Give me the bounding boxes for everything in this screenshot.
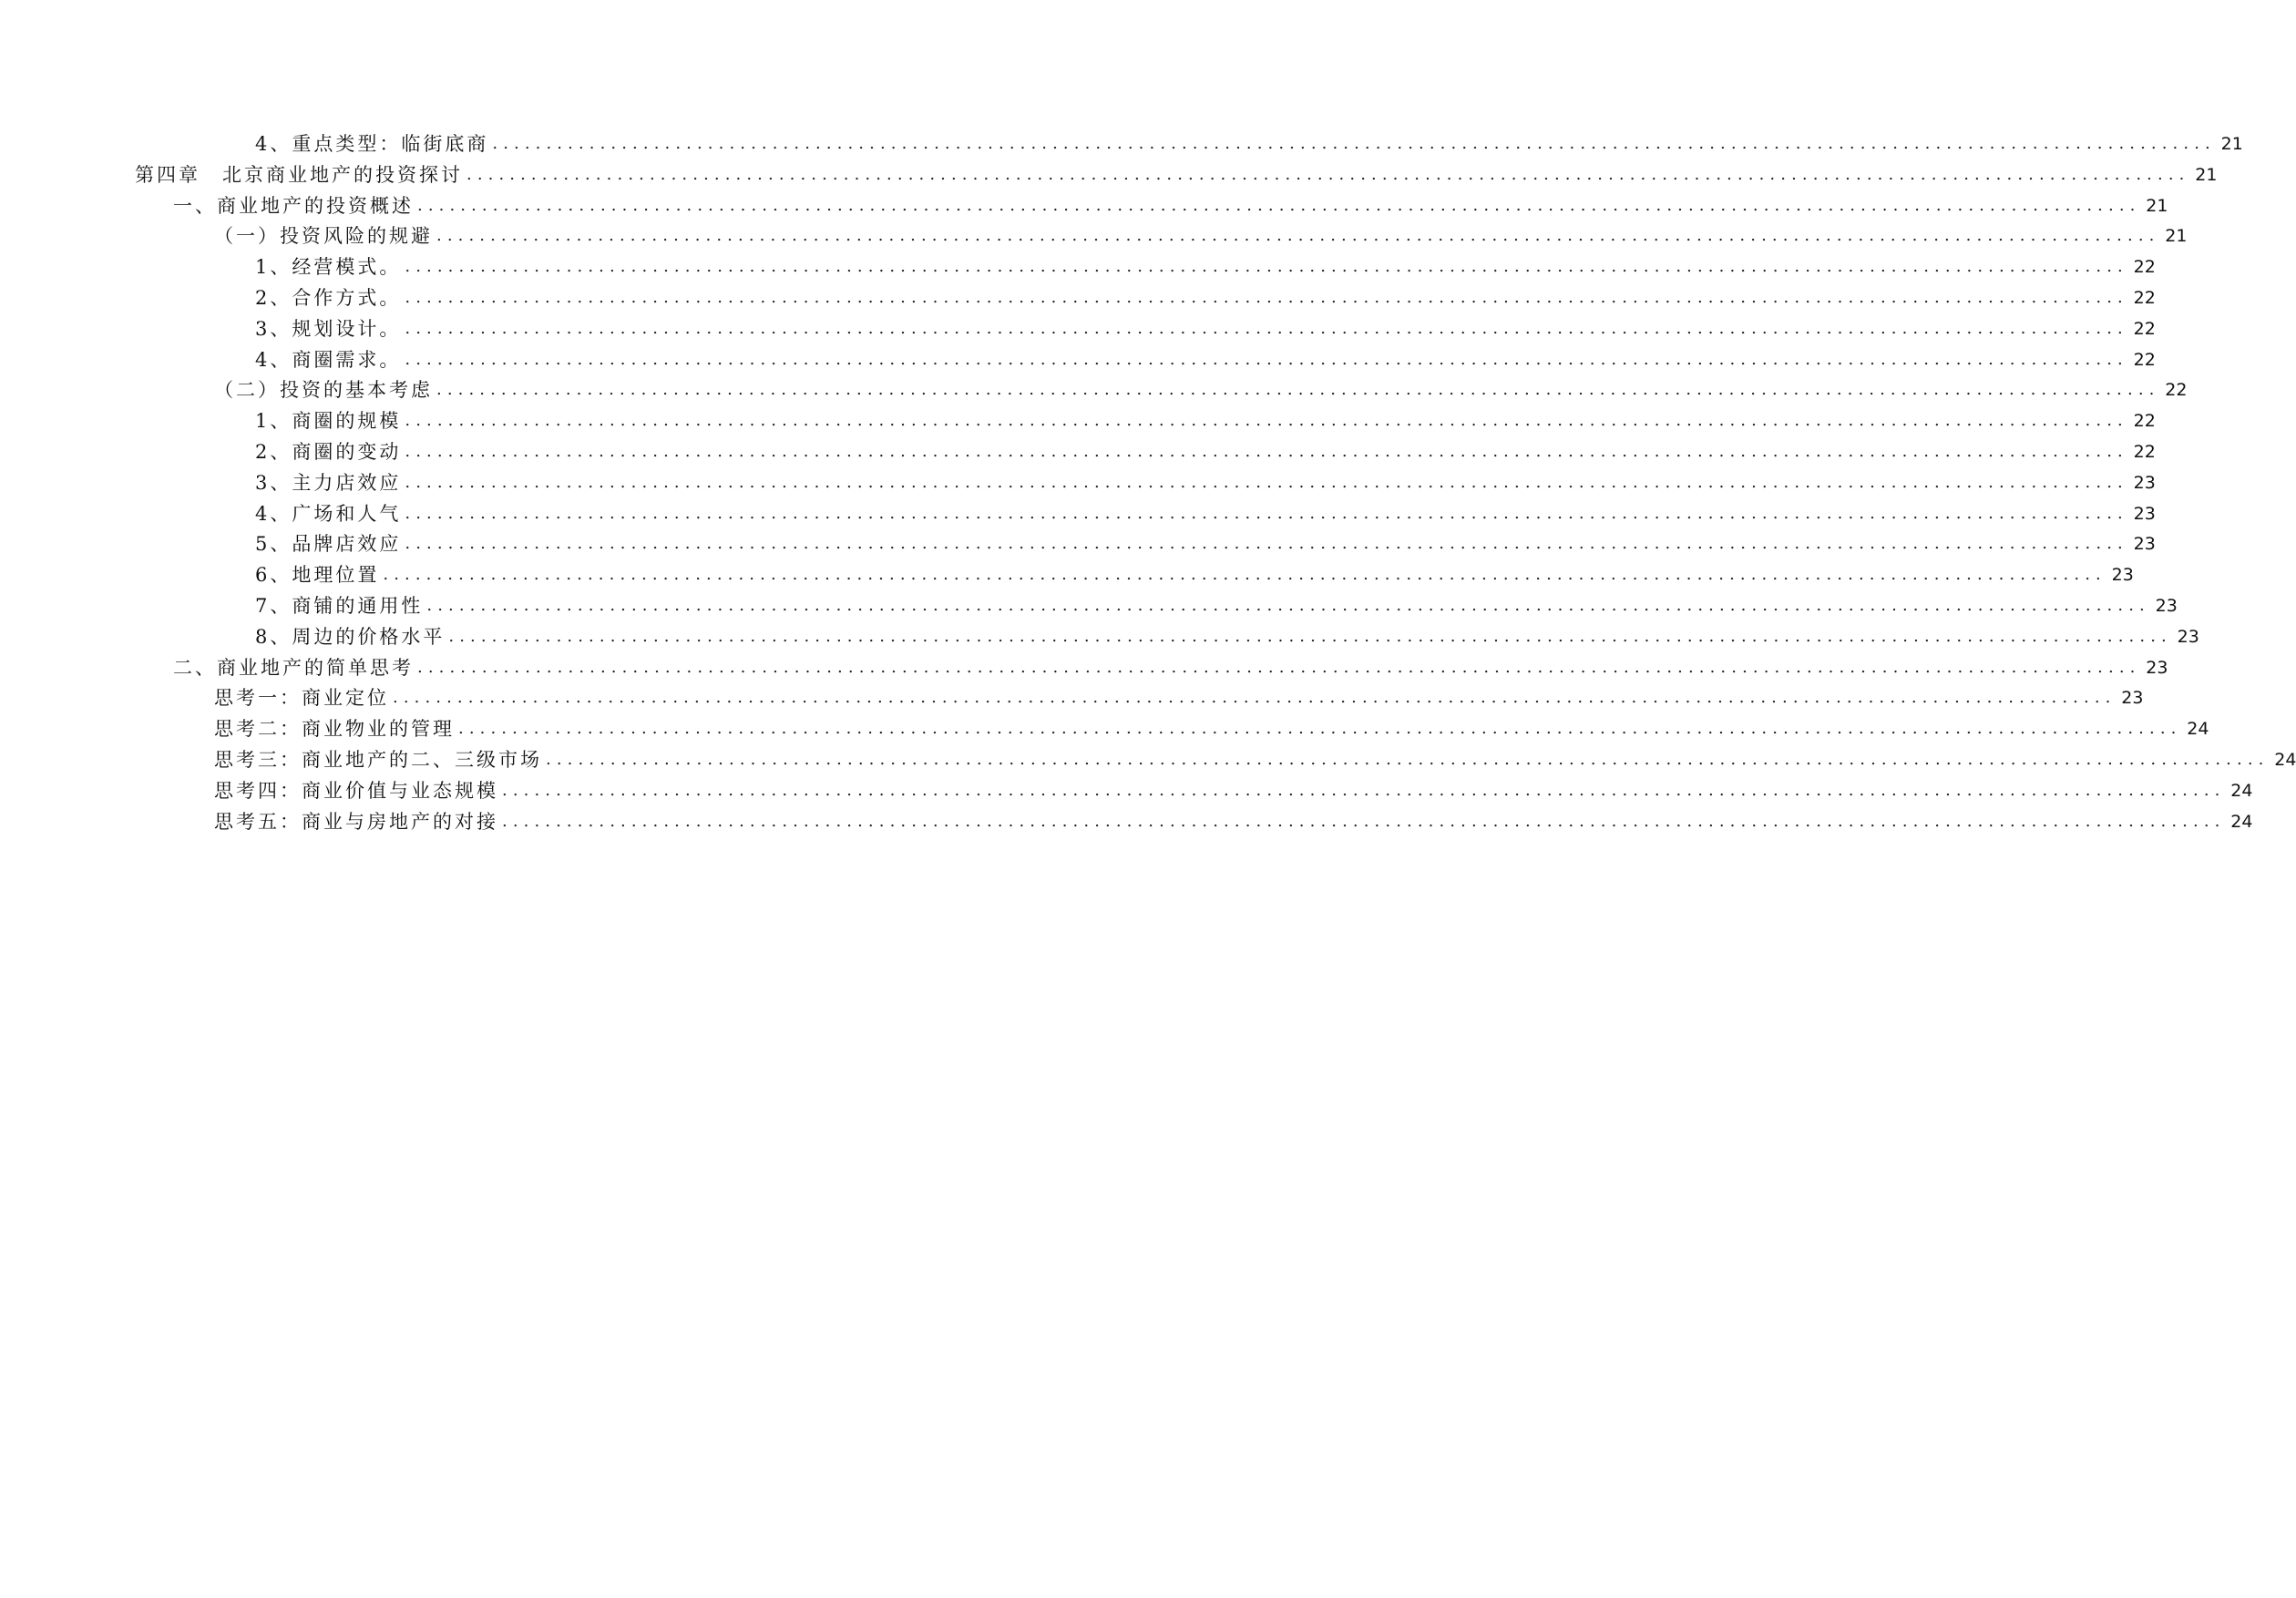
toc-entry[interactable] [255,525,2156,556]
toc-entry-page: 21 [2165,226,2188,246]
toc-entry[interactable] [255,556,2134,587]
toc-leader-dots: ................................................................................................................................................................ [458,719,2182,738]
toc-entry-label: 3、规划设计。 [255,318,402,340]
toc-entry[interactable] [255,495,2156,526]
toc-entry-page: 23 [2133,534,2156,554]
toc-leader-dots: ................................................................................................................................................................ [502,812,2226,831]
toc-entry-label: 2、商圈的变动 [255,441,402,463]
toc-leader-dots: ................................................................................................................................................................ [502,781,2226,800]
toc-entry-page: 21 [2220,134,2243,154]
toc-entry[interactable] [255,618,2199,649]
toc-entry[interactable] [255,341,2156,372]
toc-entry-page: 23 [2146,658,2168,678]
toc-leader-dots: ................................................................................................................................................................ [405,257,2128,276]
toc-entry-label: 4、商圈需求。 [255,349,402,371]
toc-entry-page: 23 [2177,627,2199,647]
toc-entry[interactable] [135,156,2218,187]
toc-entry-page: 24 [2230,781,2253,801]
toc-entry[interactable] [255,310,2156,341]
toc-entry-page: 22 [2133,442,2156,462]
toc-entry[interactable] [214,741,2296,772]
toc-entry-page: 24 [2187,719,2209,739]
toc-entry-label: 4、广场和人气 [255,503,402,525]
toc-entry-page: 22 [2165,380,2188,400]
toc-leader-dots: ................................................................................................................................................................ [466,165,2190,184]
toc-entry-label: 1、经营模式。 [255,256,402,278]
toc-entry-label: 2、合作方式。 [255,287,402,309]
toc-entry[interactable] [214,679,2144,710]
toc-entry-label: 思考五：商业与房地产的对接 [214,811,498,833]
toc-entry[interactable] [214,371,2188,402]
toc-leader-dots: ................................................................................................................................................................ [417,658,2141,677]
toc-entry-label: 3、主力店效应 [255,472,402,494]
toc-entry[interactable] [173,649,2168,680]
toc-entry-page: 21 [2195,165,2218,185]
toc-leader-dots: ................................................................................................................................................................ [546,750,2270,769]
toc-entry[interactable] [255,587,2178,618]
toc-leader-dots: ................................................................................................................................................................ [492,134,2216,153]
toc-entry[interactable] [255,279,2156,310]
toc-entry-label: 思考四：商业价值与业态规模 [214,780,498,802]
toc-leader-dots: ................................................................................................................................................................ [405,473,2128,492]
toc-entry-label: （二）投资的基本考虑 [214,379,433,401]
toc-entry-page: 22 [2133,257,2156,277]
toc-entry-label: （一）投资风险的规避 [214,225,433,247]
toc-entry-page: 22 [2133,350,2156,370]
toc-leader-dots: ................................................................................................................................................................ [436,226,2160,245]
toc-leader-dots: ................................................................................................................................................................ [417,196,2141,215]
toc-entry-label: 1、商圈的规模 [255,410,402,432]
toc-entry-page: 24 [2274,750,2296,770]
toc-leader-dots: ................................................................................................................................................................ [405,504,2128,523]
toc-leader-dots: ................................................................................................................................................................ [383,565,2106,584]
toc-entry-page: 21 [2146,196,2168,216]
toc-leader-dots: ................................................................................................................................................................ [405,411,2128,430]
toc-leader-dots: ................................................................................................................................................................ [405,319,2128,338]
toc-entry[interactable] [255,464,2156,495]
toc-leader-dots: ................................................................................................................................................................ [405,288,2128,307]
toc-entry-page: 22 [2133,411,2156,431]
toc-entry-label: 4、重点类型：临街底商 [255,133,489,155]
toc-entry-page: 22 [2133,288,2156,308]
toc-entry-page: 23 [2155,596,2178,616]
toc-entry[interactable] [214,803,2253,834]
toc-leader-dots: ................................................................................................................................................................ [405,442,2128,461]
toc-entry-page: 23 [2111,565,2134,585]
toc-entry[interactable] [255,248,2156,279]
toc-entry-label: 6、地理位置 [255,564,380,586]
toc-entry-page: 23 [2133,473,2156,493]
toc-entry-label: 第四章 北京商业地产的投资探讨 [135,164,463,186]
toc-entry[interactable] [255,402,2156,433]
toc-leader-dots: ................................................................................................................................................................ [448,627,2172,646]
toc-leader-dots: ................................................................................................................................................................ [405,534,2128,553]
toc-entry-label: 思考一：商业定位 [214,687,389,709]
toc-leader-dots: ................................................................................................................................................................ [426,596,2150,615]
toc-entry-label: 思考二：商业物业的管理 [214,718,455,740]
toc-leader-dots: ................................................................................................................................................................ [405,350,2128,369]
toc-entry-label: 5、品牌店效应 [255,533,402,555]
toc-entry[interactable] [255,433,2156,464]
toc-entry[interactable] [214,772,2253,803]
toc-entry-page: 22 [2133,319,2156,339]
toc-entry-label: 思考三：商业地产的二、三级市场 [214,749,542,771]
toc-entry[interactable] [255,125,2243,156]
toc-entry-page: 23 [2121,688,2144,708]
toc-entry[interactable] [214,217,2188,248]
toc-entry-page: 23 [2133,504,2156,524]
toc-entry-label: 8、周边的价格水平 [255,626,446,648]
toc-leader-dots: ................................................................................................................................................................ [436,380,2160,399]
toc-entry[interactable] [173,187,2168,218]
toc-leader-dots: ................................................................................................................................................................ [393,688,2117,707]
toc-entry-label: 一、商业地产的投资概述 [173,195,414,217]
toc-entry-label: 二、商业地产的简单思考 [173,657,414,679]
toc-entry-page: 24 [2230,812,2253,832]
toc-entry-label: 7、商铺的通用性 [255,595,424,617]
toc-entry[interactable] [214,710,2209,741]
